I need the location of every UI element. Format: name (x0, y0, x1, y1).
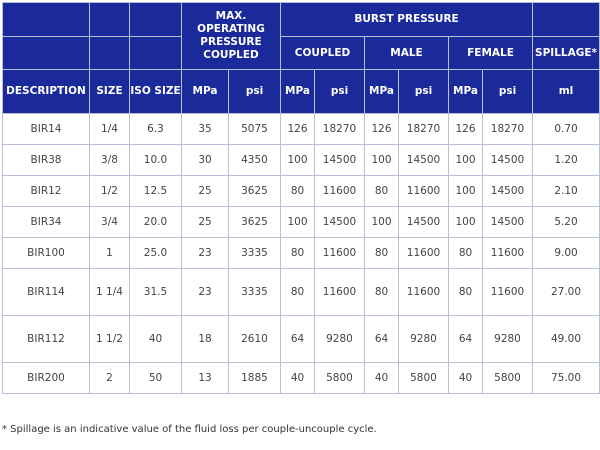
cell-op-psi: 1885 (229, 363, 281, 394)
header-burst-pressure: BURST PRESSURE (281, 3, 533, 37)
cell-size: 1/4 (90, 114, 130, 145)
header-coupled: COUPLED (281, 37, 365, 70)
header-blank-cell (130, 3, 182, 37)
cell-op-psi: 5075 (229, 114, 281, 145)
cell-male-mpa: 80 (365, 238, 399, 269)
cell-op-psi: 2610 (229, 316, 281, 363)
cell-coupled-mpa: 40 (281, 363, 315, 394)
table-row (3, 114, 600, 145)
cell-iso-size: 50 (130, 363, 182, 394)
cell-female-mpa: 100 (449, 145, 483, 176)
header-male: MALE (365, 37, 449, 70)
cell-coupled-mpa: 126 (281, 114, 315, 145)
header-female: FEMALE (449, 37, 533, 70)
cell-male-mpa: 40 (365, 363, 399, 394)
cell-male-psi: 9280 (399, 316, 449, 363)
cell-coupled-psi: 9280 (315, 316, 365, 363)
cell-male-mpa: 80 (365, 269, 399, 316)
cell-op-mpa: 18 (182, 316, 229, 363)
cell-op-psi: 4350 (229, 145, 281, 176)
spec-table-body (3, 114, 600, 394)
header-blank-cell (130, 37, 182, 70)
cell-iso-size: 20.0 (130, 207, 182, 238)
cell-description: BIR34 (3, 207, 90, 238)
cell-op-mpa: 30 (182, 145, 229, 176)
cell-female-psi: 9280 (483, 316, 533, 363)
cell-male-mpa: 100 (365, 145, 399, 176)
cell-op-mpa: 23 (182, 238, 229, 269)
cell-iso-size: 25.0 (130, 238, 182, 269)
cell-male-psi: 14500 (399, 145, 449, 176)
cell-female-mpa: 126 (449, 114, 483, 145)
header-row-2 (3, 37, 600, 70)
cell-coupled-mpa: 100 (281, 207, 315, 238)
header-unit-psi: psi (315, 70, 365, 114)
cell-coupled-mpa: 80 (281, 176, 315, 207)
header-max-operating: MAX. OPERATING PRESSURE COUPLED (182, 3, 281, 70)
cell-op-psi: 3335 (229, 269, 281, 316)
header-spillage: SPILLAGE* (533, 37, 600, 70)
cell-female-psi: 11600 (483, 269, 533, 316)
spillage-footnote: * Spillage is an indicative value of the fluid loss per couple-uncouple cycle. (2, 424, 377, 435)
cell-coupled-mpa: 100 (281, 145, 315, 176)
cell-spillage: 27.00 (533, 269, 600, 316)
cell-spillage: 2.10 (533, 176, 600, 207)
cell-spillage: 5.20 (533, 207, 600, 238)
cell-coupled-mpa: 80 (281, 269, 315, 316)
cell-description: BIR112 (3, 316, 90, 363)
cell-op-mpa: 25 (182, 176, 229, 207)
cell-op-mpa: 35 (182, 114, 229, 145)
cell-female-mpa: 100 (449, 207, 483, 238)
cell-description: BIR114 (3, 269, 90, 316)
cell-op-psi: 3625 (229, 176, 281, 207)
cell-op-mpa: 23 (182, 269, 229, 316)
cell-female-psi: 5800 (483, 363, 533, 394)
cell-coupled-psi: 11600 (315, 176, 365, 207)
cell-spillage: 75.00 (533, 363, 600, 394)
header-row-3 (3, 70, 600, 114)
table-row (3, 316, 600, 363)
table-row (3, 238, 600, 269)
header-blank-cell (3, 37, 90, 70)
cell-size: 1 1/2 (90, 316, 130, 363)
cell-female-mpa: 64 (449, 316, 483, 363)
header-iso-size: ISO SIZE (130, 70, 182, 114)
header-blank-cell (90, 37, 130, 70)
cell-size: 1/2 (90, 176, 130, 207)
cell-op-mpa: 25 (182, 207, 229, 238)
cell-male-psi: 5800 (399, 363, 449, 394)
cell-male-mpa: 64 (365, 316, 399, 363)
cell-female-psi: 11600 (483, 238, 533, 269)
header-blank-cell (90, 3, 130, 37)
cell-iso-size: 6.3 (130, 114, 182, 145)
cell-iso-size: 10.0 (130, 145, 182, 176)
cell-male-mpa: 126 (365, 114, 399, 145)
cell-male-psi: 11600 (399, 269, 449, 316)
cell-female-psi: 14500 (483, 176, 533, 207)
cell-female-mpa: 100 (449, 176, 483, 207)
cell-female-psi: 14500 (483, 207, 533, 238)
cell-description: BIR38 (3, 145, 90, 176)
cell-male-mpa: 80 (365, 176, 399, 207)
cell-male-psi: 11600 (399, 176, 449, 207)
cell-female-mpa: 40 (449, 363, 483, 394)
cell-male-psi: 18270 (399, 114, 449, 145)
table-row (3, 145, 600, 176)
cell-description: BIR14 (3, 114, 90, 145)
cell-coupled-psi: 5800 (315, 363, 365, 394)
header-unit-psi: psi (229, 70, 281, 114)
cell-coupled-psi: 14500 (315, 207, 365, 238)
header-blank-cell (533, 3, 600, 37)
table-row (3, 176, 600, 207)
header-unit-mpa: MPa (182, 70, 229, 114)
cell-op-psi: 3625 (229, 207, 281, 238)
header-unit-psi: psi (399, 70, 449, 114)
cell-iso-size: 40 (130, 316, 182, 363)
cell-coupled-psi: 11600 (315, 269, 365, 316)
cell-size: 1 (90, 238, 130, 269)
cell-spillage: 9.00 (533, 238, 600, 269)
header-blank-cell (3, 3, 90, 37)
cell-coupled-psi: 11600 (315, 238, 365, 269)
table-row (3, 363, 600, 394)
cell-spillage: 1.20 (533, 145, 600, 176)
cell-male-psi: 11600 (399, 238, 449, 269)
cell-description: BIR12 (3, 176, 90, 207)
cell-iso-size: 12.5 (130, 176, 182, 207)
cell-op-mpa: 13 (182, 363, 229, 394)
cell-size: 3/8 (90, 145, 130, 176)
header-row-1 (3, 3, 600, 37)
table-row (3, 269, 600, 316)
cell-female-psi: 18270 (483, 114, 533, 145)
cell-spillage: 0.70 (533, 114, 600, 145)
spec-table-wrapper (2, 2, 600, 394)
cell-coupled-mpa: 80 (281, 238, 315, 269)
cell-size: 2 (90, 363, 130, 394)
cell-female-mpa: 80 (449, 238, 483, 269)
header-unit-mpa: MPa (449, 70, 483, 114)
cell-description: BIR100 (3, 238, 90, 269)
cell-male-psi: 14500 (399, 207, 449, 238)
cell-coupled-psi: 18270 (315, 114, 365, 145)
cell-op-psi: 3335 (229, 238, 281, 269)
cell-male-mpa: 100 (365, 207, 399, 238)
cell-coupled-psi: 14500 (315, 145, 365, 176)
header-unit-mpa: MPa (281, 70, 315, 114)
cell-spillage: 49.00 (533, 316, 600, 363)
header-size: SIZE (90, 70, 130, 114)
cell-description: BIR200 (3, 363, 90, 394)
coupling-spec-table (2, 2, 600, 394)
cell-female-psi: 14500 (483, 145, 533, 176)
cell-size: 1 1/4 (90, 269, 130, 316)
header-description: DESCRIPTION (3, 70, 90, 114)
cell-iso-size: 31.5 (130, 269, 182, 316)
header-unit-mpa: MPa (365, 70, 399, 114)
table-row (3, 207, 600, 238)
cell-coupled-mpa: 64 (281, 316, 315, 363)
header-unit-ml: ml (533, 70, 600, 114)
cell-female-mpa: 80 (449, 269, 483, 316)
header-unit-psi: psi (483, 70, 533, 114)
cell-size: 3/4 (90, 207, 130, 238)
